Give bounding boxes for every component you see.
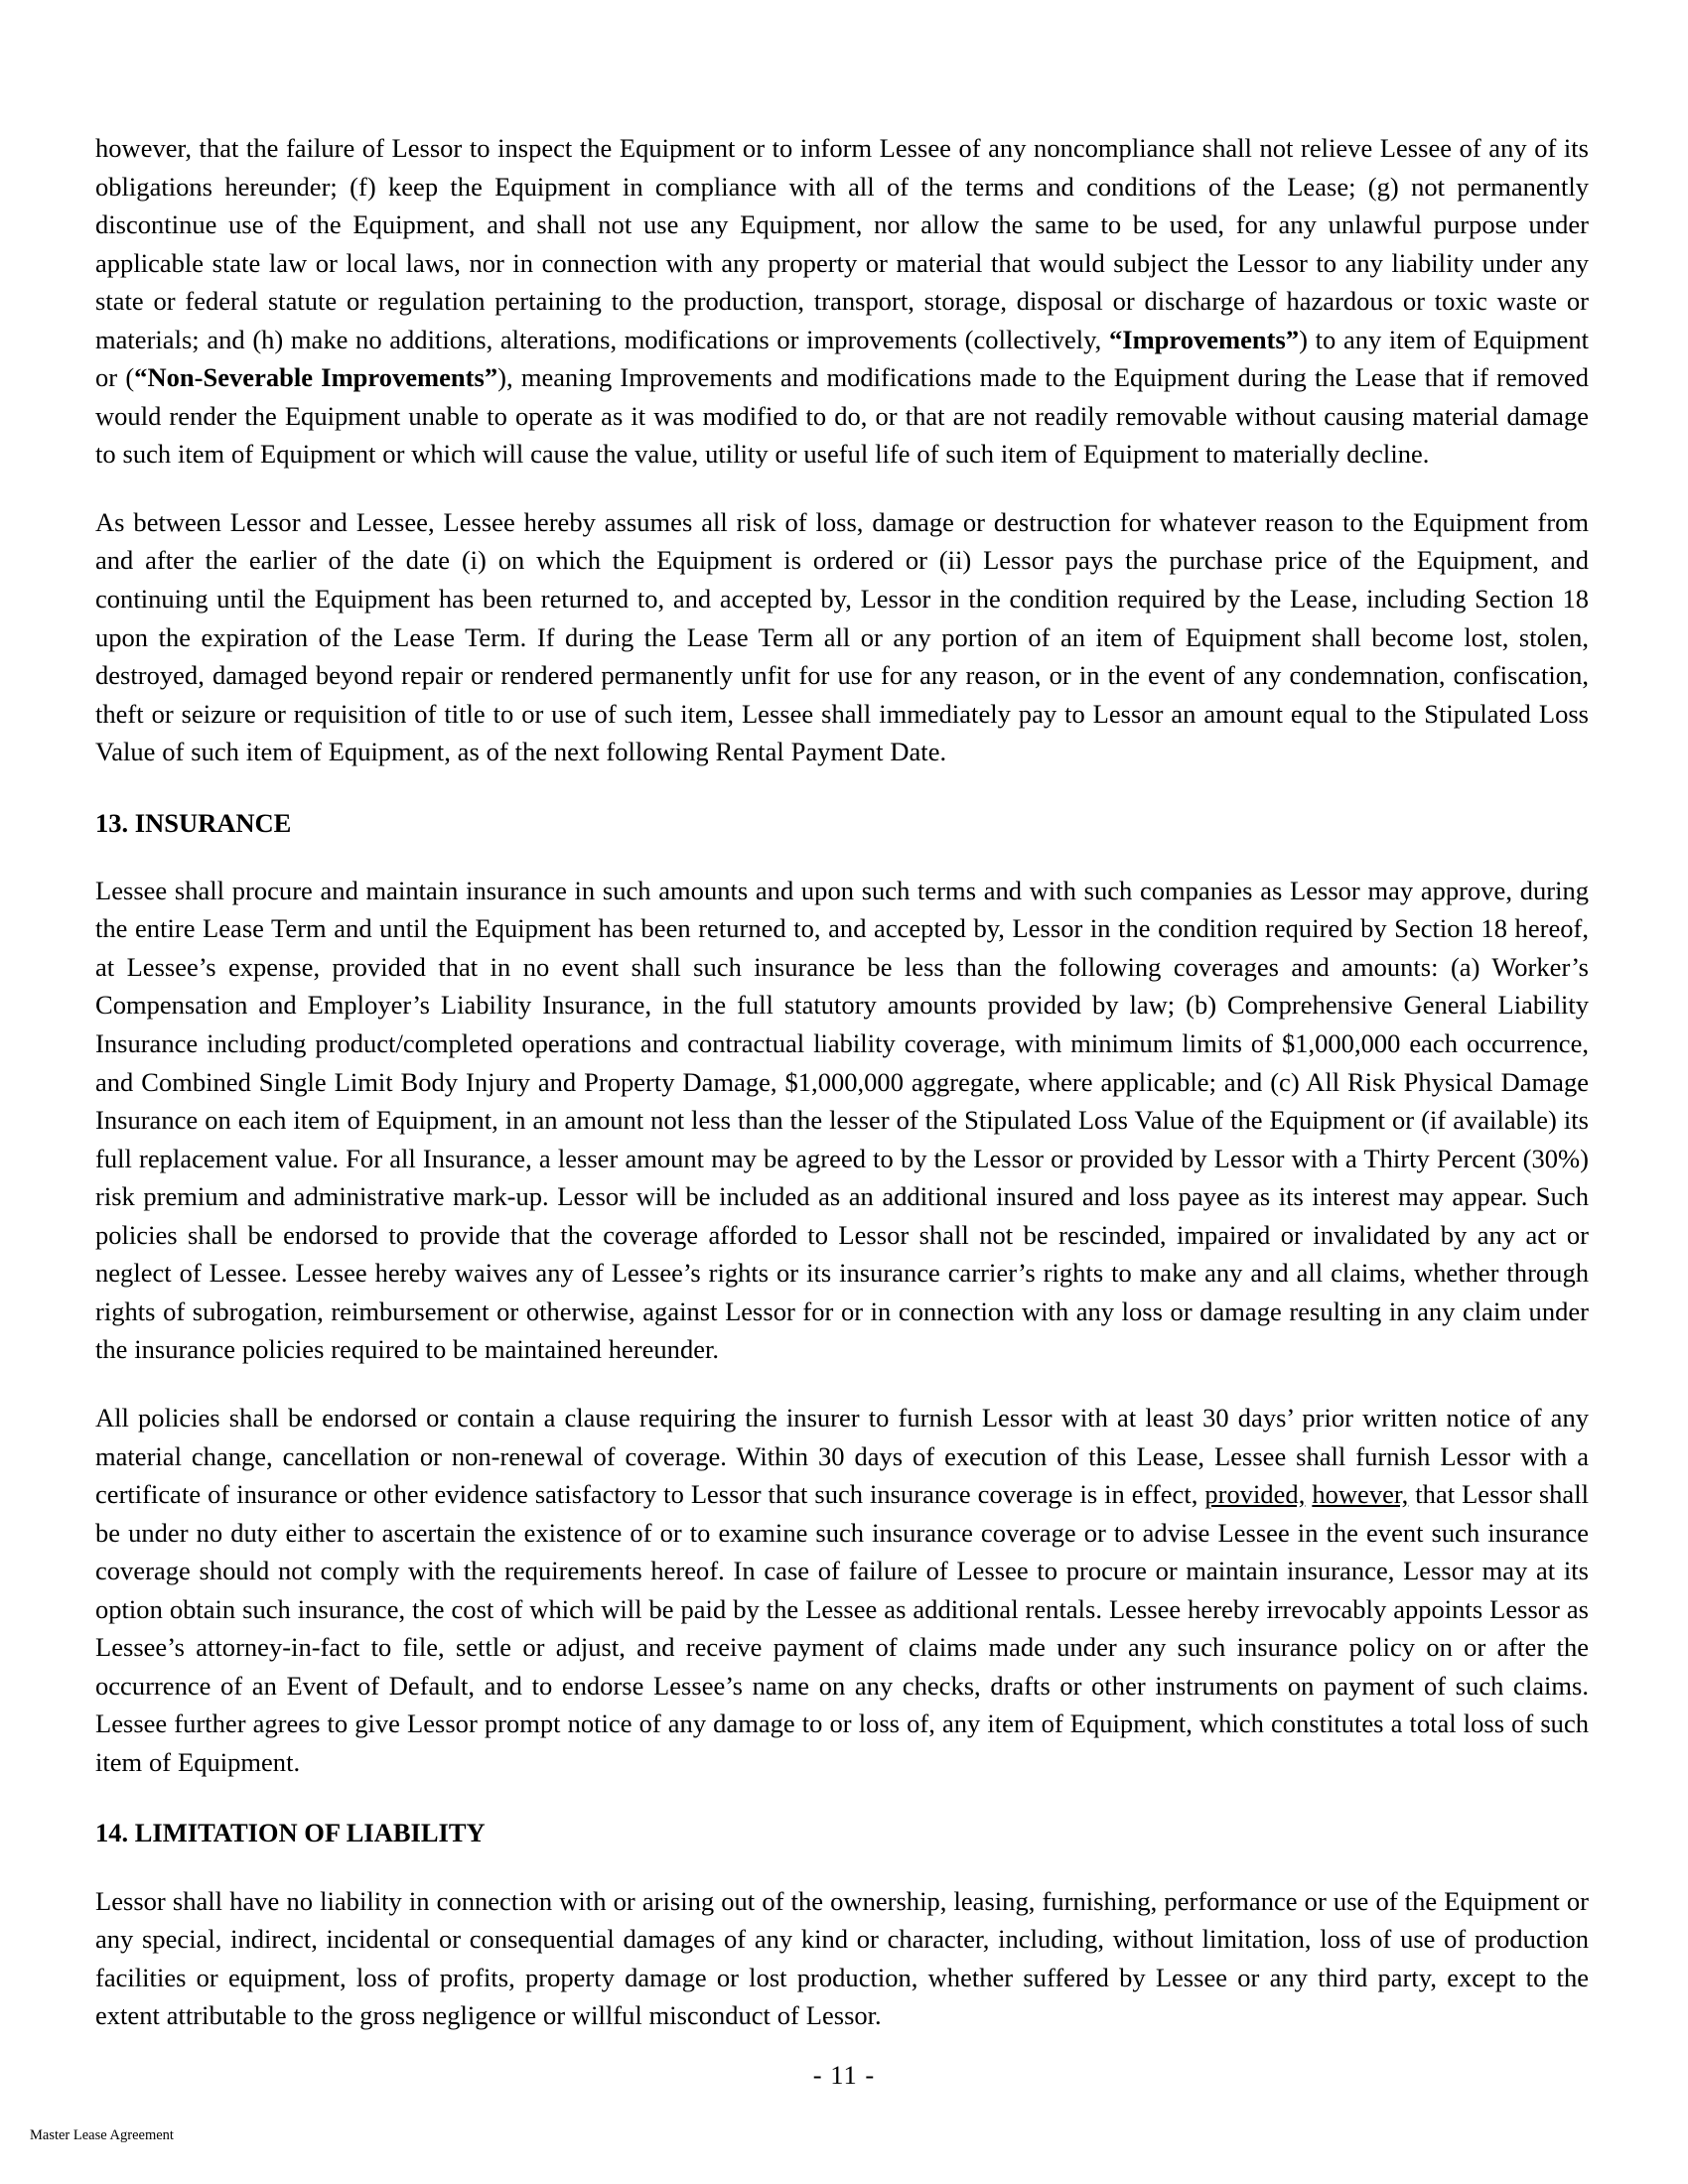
paragraph-obligations-text-1: however, that the failure of Lessor to inspect the Equipment or to inform Lessee of any noncompliance shall not relieve Lessee of any of its obligations hereunder; (f) keep the Equipment in compliance with all of the terms and conditions of the Lease; (g) not permanently discontinue use of the Equipment, and shall not use any Equipment, nor allow the same to be used, for any unlawful purpose under applicable state law or local laws, nor in connection with any property or material that would subject the Lessor to any liability under any state or federal statute or regulation pertaining to the production, transport, storage, disposal or discharge of hazardous or toxic waste or materials; and (h) make no additions, alterations, modifications or improvements (collectively, [95,133,1589,354]
paragraph-policy-text-1: All policies shall be endorsed or contain a clause requiring the insurer to furnish Lessor with at least 30 days’ prior written notice of any material change, cancellation or non-renewal of coverage. Within 30 days of execution of this Lease, Lessee shall furnish Lessor with a certificate of insurance or other evidence satisfactory to Lessor that such insurance coverage is in effect, [95,1402,1589,1510]
paragraph-risk-of-loss: As between Lessor and Lessee, Lessee hereby assumes all risk of loss, damage or destruction for whatever reason to the Equipment from and after the earlier of the date (i) on which the Equipment is ordered or (ii) Lessor pays the purchase price of the Equipment, and continuing until the Equipment has been returned to, and accepted by, Lessor in the condition required by the Lease, including Section 18 upon the expiration of the Lease Term. If during the Lease Term all or any portion of an item of Equipment shall become lost, stolen, destroyed, damaged beyond repair or rendered permanently unfit for use for any reason, or in the event of any condemnation, confiscation, theft or seizure or requisition of title to or use of such item, Lessee shall immediately pay to Lessor an amount equal to the Stipulated Loss Value of such item of Equipment, as of the next following Rental Payment Date. [95,506,1589,767]
paragraph-obligations-text-2: ) to any item of Equipment or ( [95,324,1589,393]
term-however: however, [1312,1479,1409,1510]
paragraph-obligations [95,129,1589,474]
page-number: - 11 - [812,2060,876,2090]
paragraph-policy-endorsements [95,1399,1589,1781]
term-non-severable-improvements: “Non-Severable Improvements” [134,362,498,393]
paragraph-obligations-text-3: ), meaning Improvements and modifications made to the Equipment during the Lease that if removed would render the Equipment unable to operate as it was modified to do, or that are not readily removable without causing material damage to such item of Equipment or which will cause the value, utility or useful life of such item of Equipment to materially decline. [95,362,1590,470]
footer-document-title: Master Lease Agreement [30,2127,174,2143]
paragraph-policy-text-2: that Lessor shall be under no duty either to ascertain the existence of or to examine such insurance coverage or to advise Lessee in the event such insurance coverage should not comply with the requirements hereof. In case of failure of Lessee to procure or maintain insurance, Lessor may at its option obtain such insurance, the cost of which will be paid by the Lessee as additional rentals. Lessee hereby irrevocably appoints Lessor as Lessee’s attorney-in-fact to file, settle or adjust, and receive payment of claims made under any such insurance policy on or after the occurrence of an Event of Default, and to endorse Lessee’s name on any checks, drafts or other instruments on payment of such claims. Lessee further agrees to give Lessor prompt notice of any damage to or loss of, any item of Equipment, which constitutes a total loss of such item of Equipment. [95,1479,1589,1777]
document-body [95,129,1589,2035]
section-heading-13-insurance: 13. INSURANCE [95,807,292,838]
term-provided: provided, [1204,1479,1306,1510]
paragraph-limitation-of-liability: Lessor shall have no liability in connection with or arising out of the ownership, leasing, furnishing, performance or use of the Equipment or any special, indirect, incidental or consequential damages of any kind or character, including, without limitation, loss of use of production facilities or equipment, loss of profits, property damage or lost production, whether suffered by Lessee or any third party, except to the extent attributable to the gross negligence or willful misconduct of Lessor. [95,1885,1589,2031]
term-improvements: “Improvements” [1108,324,1300,354]
paragraph-insurance-coverages: Lessee shall procure and maintain insurance in such amounts and upon such terms and with such companies as Lessor may approve, during the entire Lease Term and until the Equipment has been returned to, and accepted by, Lessor in the condition required by Section 18 hereof, at Lessee’s expense, provided that in no event shall such insurance be less than the following coverages and amounts: (a) Worker’s Compensation and Employer’s Liability Insurance, in the full statutory amounts provided by law; (b) Comprehensive General Liability Insurance including product/completed operations and contractual liability coverage, with minimum limits of $1,000,000 each occurrence, and Combined Single Limit Body Injury and Property Damage, $1,000,000 aggregate, where applicable; and (c) All Risk Physical Damage Insurance on each item of Equipment, in an amount not less than the lesser of the Stipulated Loss Value of the Equipment or (if available) its full replacement value. For all Insurance, a lesser amount may be agreed to by the Lessor or provided by Lessor with a Thirty Percent (30%) risk premium and administrative mark-up. Lessor will be included as an additional insured and loss payee as its interest may appear. Such policies shall be endorsed to provide that the coverage afforded to Lessor shall not be rescinded, impaired or invalidated by any act or neglect of Lessee. Lessee hereby waives any of Lessee’s rights or its insurance carrier’s rights to make any and all claims, whether through rights of subrogation, reimbursement or otherwise, against Lessor for or in connection with any loss or damage resulting in any claim under the insurance policies required to be maintained hereunder. [95,875,1589,1365]
section-heading-14-limitation-of-liability: 14. LIMITATION OF LIABILITY [95,1818,486,1848]
